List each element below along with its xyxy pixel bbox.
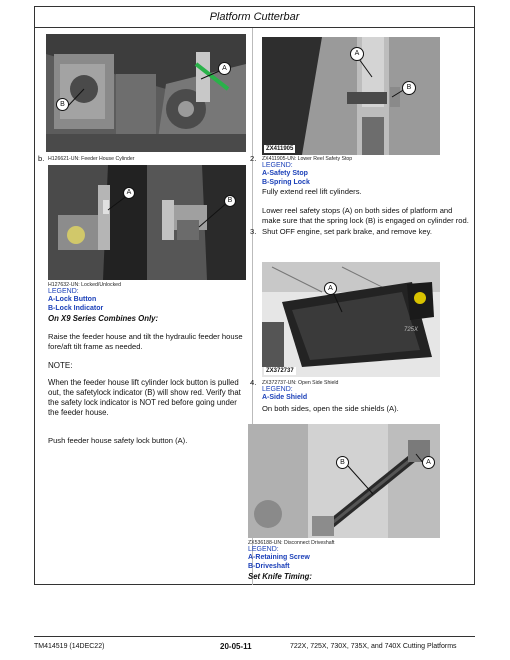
legend-a: A-Side Shield xyxy=(262,394,308,402)
raise-feeder-text: Raise the feeder house and tilt the hydraulic feeder house fore/aft tilt frame as needed. xyxy=(48,332,243,351)
callout-a: A xyxy=(422,456,435,469)
callout-a: A xyxy=(324,282,337,295)
header-bar xyxy=(34,6,475,28)
model-badge: 725X xyxy=(404,327,419,333)
side-shield-photo xyxy=(262,262,440,377)
legend-title: LEGEND: xyxy=(262,386,293,393)
callout-b: B xyxy=(402,81,416,95)
feeder-house-caption: H126621-UN: Feeder House Cylinder xyxy=(48,156,135,162)
step-3-number: 3. xyxy=(250,227,257,236)
legend-b: B-Spring Lock xyxy=(262,178,310,186)
footer-rule xyxy=(34,636,475,637)
note-text: When the feeder house lift cylinder lock button is pulled out, the safetylock indicator (B) will show red. Verify that the safety lock indicator is NOT red before going under the feeder house. xyxy=(48,378,241,417)
shut-off-text: Shut OFF engine, set park brake, and remove key. xyxy=(262,227,432,236)
driveshaft-legend xyxy=(248,546,310,571)
lower-stops-text: Lower reel safety stops (A) on both sides of platform and make sure that the spring lock (B) is engaged on cylinder rod. xyxy=(262,206,469,225)
driveshaft-caption: ZX536188-UN: Disconnect Driveshaft xyxy=(248,540,335,546)
legend-a: A-Retaining Screw xyxy=(248,554,310,562)
footer-models: 722X, 725X, 730X, 735X, and 740X Cutting Platforms xyxy=(290,643,457,650)
callout-b: B xyxy=(224,195,236,207)
page-title: Platform Cutterbar xyxy=(209,11,300,23)
legend-title: LEGEND: xyxy=(248,546,279,553)
callout-a: A xyxy=(123,187,135,199)
step-b-number: b. xyxy=(38,154,45,163)
legend-b: B-Driveshaft xyxy=(248,562,290,570)
legend-a: A-Safety Stop xyxy=(262,170,308,178)
locked-photo xyxy=(48,165,147,280)
feeder-house-cylinder-photo xyxy=(46,34,246,152)
side-shield-caption: ZX372737-UN: Open Side Shield xyxy=(262,380,339,386)
footer-doc-id: TM414519 (14DEC22) xyxy=(34,643,105,650)
legend-b: B-Lock Indicator xyxy=(48,304,104,312)
callout-b: B xyxy=(56,98,69,111)
driveshaft-photo xyxy=(248,424,440,538)
callout-a: A xyxy=(350,47,364,61)
footer-page-number: 20-05-11 xyxy=(220,642,252,651)
unlocked-photo xyxy=(147,165,246,280)
reel-stop-caption: ZX411905-UN: Lower Reel Safety Stop xyxy=(262,156,353,162)
knife-timing-heading: Set Knife Timing: xyxy=(248,572,312,581)
locked-unlocked-caption: H127632-UN: Locked/Unlocked xyxy=(48,282,121,288)
extend-cylinders-text: Fully extend reel lift cylinders. xyxy=(262,187,362,196)
image-tag: ZX372737 xyxy=(266,368,294,374)
step-2-number: 2. xyxy=(250,154,257,163)
reel-safety-stop-photo xyxy=(262,37,440,155)
note-label: NOTE: xyxy=(48,361,73,370)
step4-legend xyxy=(262,386,307,403)
legend-title: LEGEND: xyxy=(262,162,293,169)
series-note: On X9 Series Combines Only: xyxy=(48,314,159,323)
open-shields-text: On both sides, open the side shields (A). xyxy=(262,404,399,413)
callout-b: B xyxy=(336,456,349,469)
legend-a: A-Lock Button xyxy=(48,296,97,304)
left-legend xyxy=(48,288,103,313)
callout-a: A xyxy=(218,62,231,75)
image-tag: ZX411905 xyxy=(266,146,294,152)
step-4-number: 4. xyxy=(250,378,257,387)
legend-title: LEGEND: xyxy=(48,288,79,295)
push-lock-text: Push feeder house safety lock button (A). xyxy=(48,436,188,445)
step2-legend xyxy=(262,162,310,187)
